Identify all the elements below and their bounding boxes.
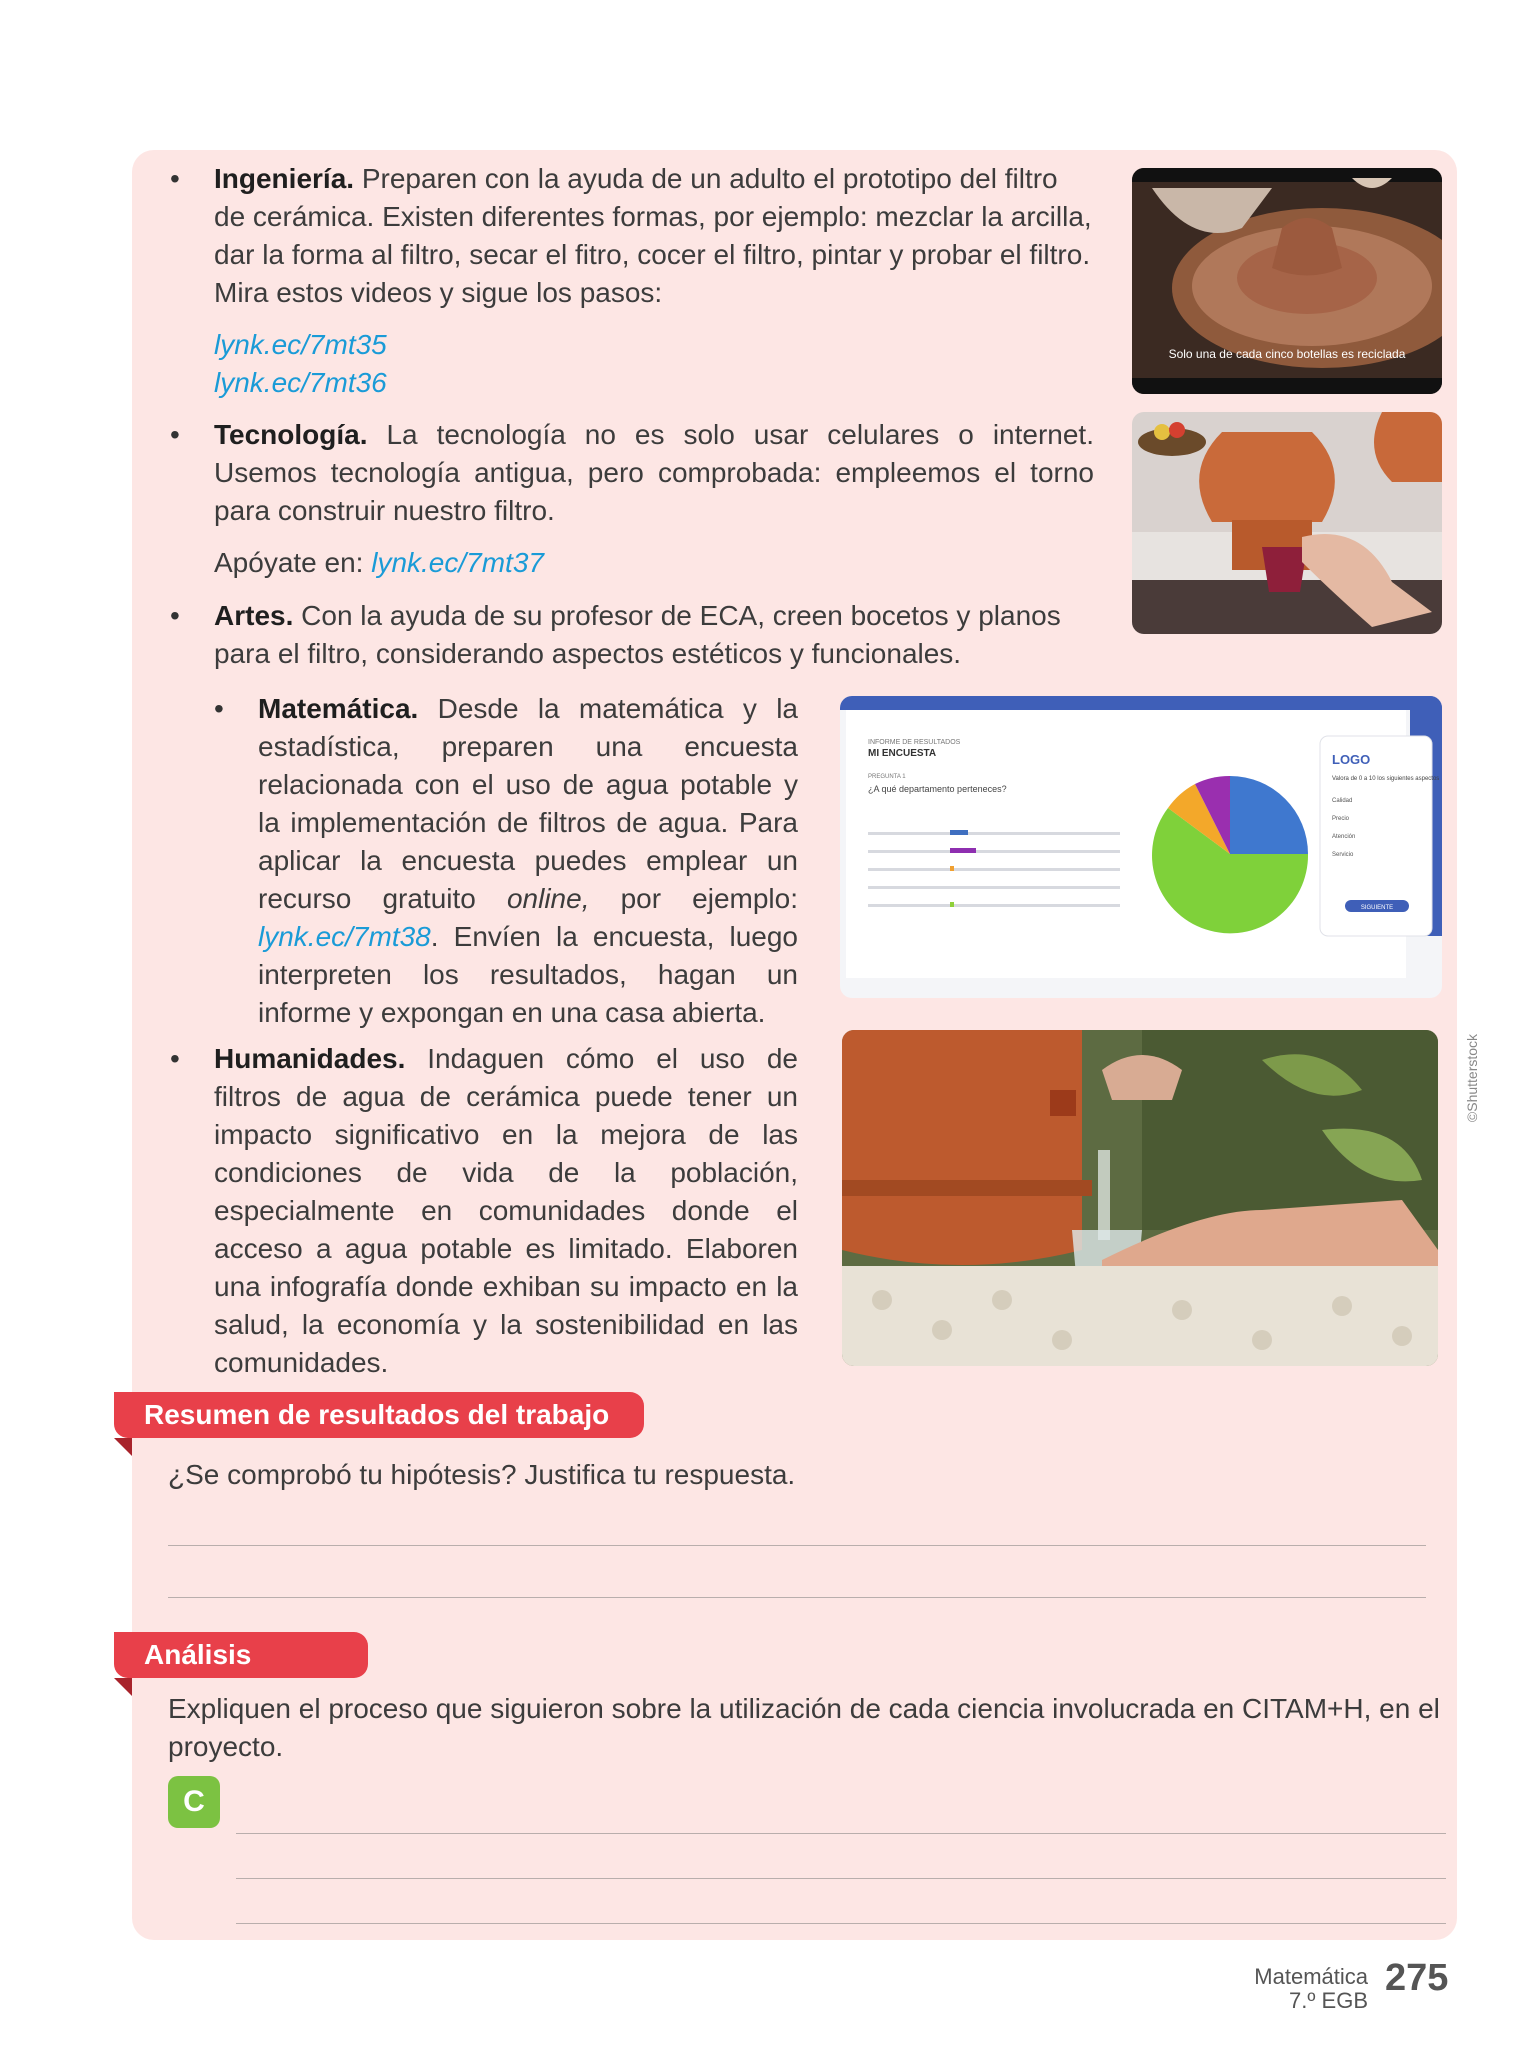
image-credit: ©Shutterstock [1464,1033,1481,1123]
bullet-dot: • [170,163,180,194]
analisis-tab-fold [114,1678,132,1696]
survey-question: ¿A qué departamento perteneces? [868,784,1007,794]
survey-dashboard-image [840,696,1442,998]
survey-title: MI ENCUESTA [868,748,937,759]
aspect-0: Calidad [1332,798,1353,804]
bullet-dot: • [170,419,180,450]
analisis-tab: Análisis [114,1632,368,1678]
artes-label: Artes. [214,600,294,631]
pottery-wheel-video [1132,168,1442,394]
link-7mt36[interactable]: lynk.ec/7mt36 [214,367,387,398]
video-caption: Solo una de cada cinco botellas es reciclada [1168,347,1406,361]
tecnologia-label: Tecnología. [214,419,368,450]
ingenieria-label: Ingeniería. [214,163,355,194]
link-7mt37[interactable]: lynk.ec/7mt37 [371,547,544,578]
survey-rate-text: Valora de 0 a 10 los siguientes aspectos [1332,776,1440,782]
artes-text: Con la ayuda de su profesor de ECA, creen bocetos y planos para el filtro, considerando aspectos estéticos y funcionales. [214,600,1061,669]
footer-subject: Matemática [1254,1964,1368,1989]
survey-logo: LOGO [1332,752,1371,767]
aspect-2: Atención [1332,834,1356,840]
link-7mt38[interactable]: lynk.ec/7mt38 [258,921,431,952]
survey-next-button: SIGUIENTE [1360,905,1394,911]
bullet-artes [170,597,1094,673]
bullet-humanidades [170,1040,799,1382]
aspect-3: Servicio [1332,852,1354,858]
answer-line[interactable] [236,1878,1446,1879]
bullet-dot: • [170,600,180,631]
footer-grade: 7.º EGB [1289,1988,1368,2013]
matematica-label: Matemática. [258,693,419,724]
resumen-tab: Resumen de resultados del trabajo [114,1392,644,1438]
bullet-matematica [214,690,799,1032]
matematica-italic: online, [506,883,590,914]
survey-header: INFORME DE RESULTADOS [868,739,961,746]
resumen-question: ¿Se comprobó tu hipótesis? Justifica tu respuesta. [168,1459,796,1490]
survey-question-label: PREGUNTA 1 [868,774,906,780]
matematica-text-b: por ejemplo: [620,883,798,914]
answer-line[interactable] [168,1597,1426,1598]
footer-subject-block [1254,1965,1368,2013]
bullet-dot: • [214,693,224,724]
bullet-tecnologia [170,416,1094,582]
link-7mt35[interactable]: lynk.ec/7mt35 [214,329,387,360]
support-prefix: Apóyate en: [214,547,364,578]
answer-line[interactable] [236,1833,1446,1834]
analisis-text: Expliquen el proceso que siguieron sobre la utilización de cada ciencia involucrada en CITAM+H, en el proyecto. [168,1693,1440,1762]
bullet-dot: • [170,1043,180,1074]
matematica-text-a: Desde la matemática y la estadística, preparen una encuesta relacionada con el uso de agua potable y la implementación de filtros de agua. Para aplicar la encuesta puedes emplear un recurso gratuito [258,693,799,914]
humanidades-text: Indaguen cómo el uso de filtros de agua de cerámica puede tener un impacto significativo en la mejora de las condiciones de vida de la población, especialmente en comunidades donde el acceso a agua potable es limitado. Elaboren una infografía donde exhiban su impacto en la salud, la economía y la sostenibilidad en las comunidades. [214,1043,799,1378]
page-number: 275 [1385,1957,1449,1999]
bullet-ingenieria [170,160,1094,402]
humanidades-label: Humanidades. [214,1043,406,1074]
c-badge: C [168,1776,220,1828]
tecnologia-text: La tecnología no es solo usar celulares o internet. Usemos tecnología antigua, pero comprobada: empleemos el torno para construir nuestro filtro. [214,419,1094,526]
water-pouring-photo [842,1030,1438,1366]
clay-filter-photo [1132,412,1442,634]
answer-line[interactable] [168,1545,1426,1546]
resumen-tab-fold [114,1438,132,1456]
answer-line[interactable] [236,1923,1446,1924]
ingenieria-text: Preparen con la ayuda de un adulto el prototipo del filtro de cerámica. Existen diferentes formas, por ejemplo: mezclar la arcilla, dar la forma al filtro, secar el fitro, cocer el filtro, pintar y probar el filtro. Mira estos videos y sigue los pasos: [214,163,1092,308]
matematica-text-c: . Envíen la encuesta, luego interpreten los resultados, hagan un informe y expongan en una casa abierta. [258,921,798,1028]
aspect-1: Precio [1332,816,1350,822]
